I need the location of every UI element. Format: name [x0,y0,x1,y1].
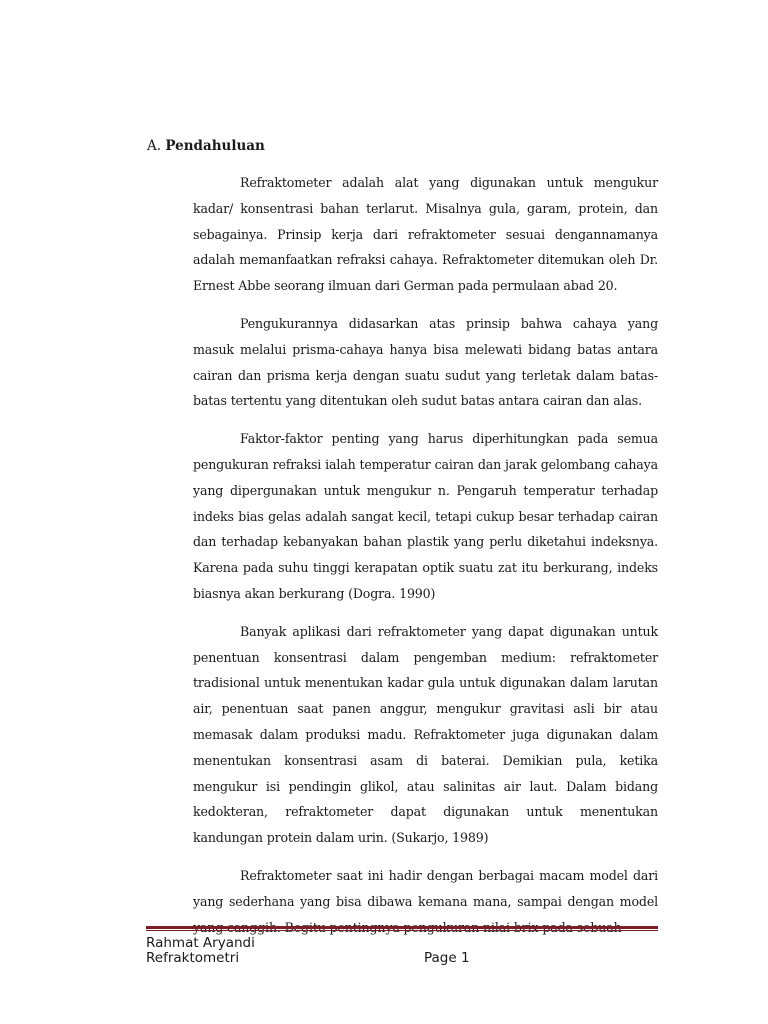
footer-divider-thin [146,930,658,931]
body-text [193,170,658,952]
footer-author: Rahmat Aryandi [146,935,255,951]
footer-divider-thick [146,926,658,929]
paragraph-2: Pengukurannya didasarkan atas prinsip bahwa cahaya yang masuk melalui prisma-cahaya hanya bisa melewati bidang batas antara cairan dan prisma kerja dengan suatu sudut yang terletak dalam batas-batas tertentu yang ditentukan oleh sudut batas antara cairan dan alas. [193,315,658,409]
paragraph-1: Refraktometer adalah alat yang digunakan untuk mengukur kadar/ konsentrasi bahan terlarut. Misalnya gula, garam, protein, dan sebagainya. Prinsip kerja dari refraktometer sesuai dengannamanya adalah memanfaatkan refraksi cahaya. Refraktometer ditemukan oleh Dr. Ernest Abbe seorang ilmuan dari German pada permulaan abad 20. [193,175,658,294]
section-title: Pendahuluan [165,138,265,154]
paragraph-5: Refraktometer saat ini hadir dengan berbagai macam model dari yang sederhana yang bisa dibawa kemana mana, sampai dengan model [193,867,658,909]
section-heading [147,136,265,156]
paragraph-3: Faktor-faktor penting yang harus diperhitungkan pada semua pengukuran refraksi ialah temperatur cairan dan jarak gelombang cahaya yang dipergunakan untuk mengukur n. Pengaruh temperatur terhadap indeks bias gelas adalah sangat kecil, tetapi cukup besar terhadap cairan dan terhadap kebanyakan bahan plastik yang perlu diketahui indeksnya. Karena pada suhu tinggi kerapatan optik suatu zat itu berkurang, indeks biasnya akan berkurang (Dogra. 1990) [193,431,658,601]
footer-subject: Refraktometri [146,950,240,966]
footer-page-number: Page 1 [424,950,470,966]
paragraph-4: Banyak aplikasi dari refraktometer yang dapat digunakan untuk penentuan konsentrasi dalam pengemban medium: refraktometer tradisional untuk menentukan kadar gula untuk digunakan dalam larutan air, penentuan saat panen anggur, mengukur gravitasi asli bir atau memasak dalam produksi madu. Refraktometer juga digunakan dalam menentukan konsentrasi asam di baterai. Demikian pula, ketika mengukur isi pendingin glikol, atau salinitas air laut. Dalam bidang kedokteran, refraktometer dapat digunakan untuk menentukan kandungan protein dalam urin. (Sukarjo, 1989) [193,623,658,846]
footer-divider [146,926,658,931]
section-letter: A. [147,138,162,154]
